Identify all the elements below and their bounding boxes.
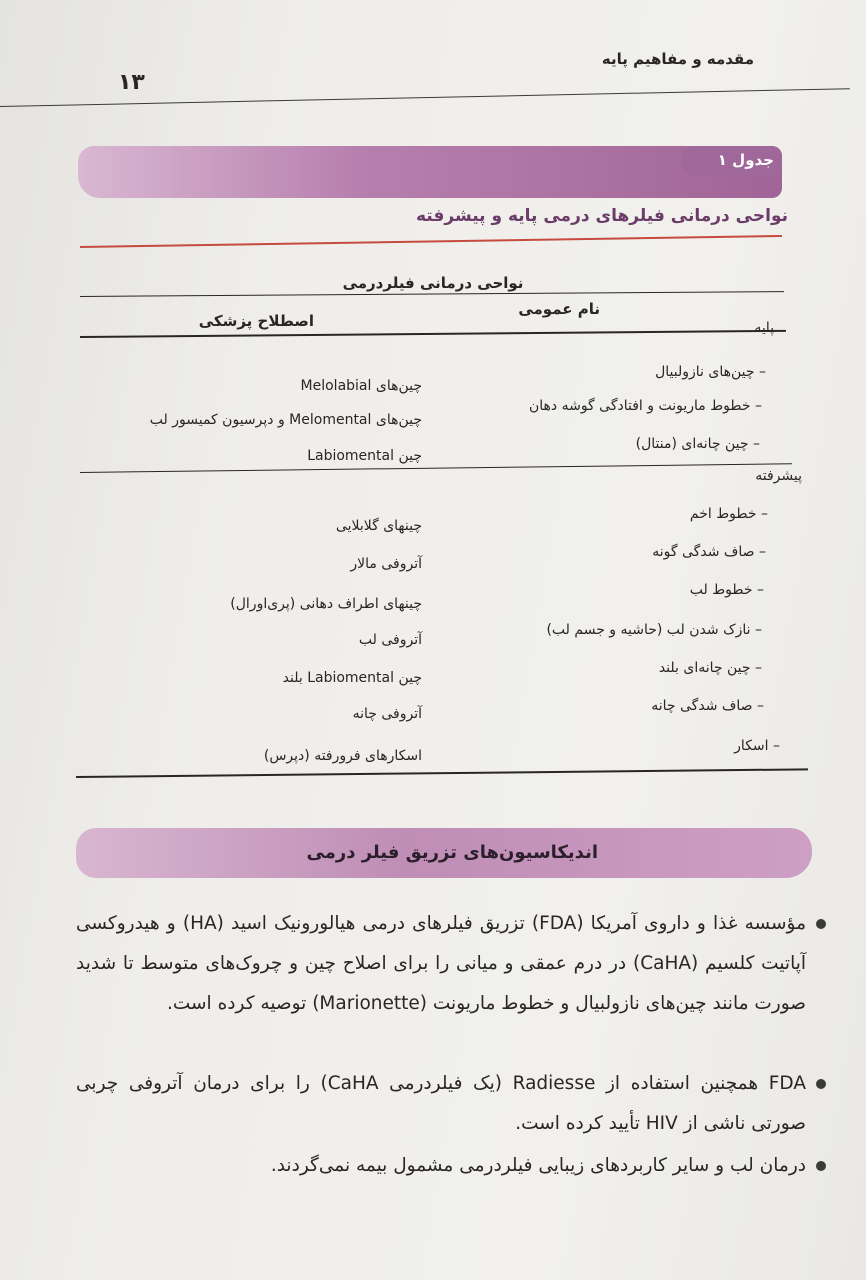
- row-general: – نازک شدن لب (حاشیه و جسم لب): [546, 622, 762, 638]
- section-title: اندیکاسیون‌های تزریق فیلر درمی: [306, 842, 598, 863]
- row-general: – صاف شدگی گونه: [652, 544, 766, 560]
- bullet-item: [76, 904, 806, 1024]
- row-medical: چینهای اطراف دهانی (پری‌اورال): [230, 596, 422, 612]
- section-divider: [80, 463, 792, 473]
- bullet-dot: [816, 919, 826, 929]
- table-label: جدول ۱: [717, 151, 774, 169]
- row-medical: آتروفی لب: [358, 632, 422, 648]
- row-medical: آتروفی چانه: [352, 706, 422, 722]
- bullet-text: درمان لب و سایر کاربردهای زیبایی فیلردرمی مشمول بیمه نمی‌گردند.: [270, 1155, 806, 1176]
- col-header-medical: اصطلاح پزشکی: [198, 312, 314, 330]
- row-medical: چینهای گلابلایی: [335, 518, 422, 534]
- bullet-item: [76, 1064, 806, 1144]
- row-general: – خطوط لب: [689, 582, 764, 598]
- chapter-title: مقدمه و مفاهیم پایه: [601, 50, 754, 68]
- row-general: – اسکار: [734, 738, 780, 754]
- table-bottom-rule: [76, 768, 808, 778]
- table-group-header: نواحی درمانی فیلردرمی: [342, 274, 524, 292]
- table-banner: [78, 146, 782, 198]
- row-general: – خطوط اخم: [689, 506, 768, 522]
- bullet-dot: [816, 1161, 826, 1171]
- table-top-rule: [80, 235, 782, 248]
- table-title: نواحی درمانی فیلرهای درمی پایه و پیشرفته: [415, 206, 788, 226]
- row-general: – صاف شدگی چانه: [651, 698, 764, 714]
- section-name-basic: پایه: [754, 320, 774, 336]
- row-medical: چین Labiomental بلند: [282, 670, 422, 686]
- section-name-advanced: پیشرفته: [755, 468, 802, 484]
- page-number: ۱۳: [118, 70, 145, 95]
- bullet-item: [76, 1146, 806, 1186]
- row-medical: آتروفی مالار: [350, 556, 422, 572]
- bullet-text: FDA همچنین استفاده از Radiesse (یک فیلردرمی CaHA) را برای درمان آتروفی چربی صورتی ناشی از HIV تأیید کرده است.: [76, 1073, 806, 1134]
- row-general: – چین‌های نازولبیال: [655, 364, 766, 380]
- row-medical: اسکارهای فرورفته (دپرس): [263, 748, 422, 764]
- row-general: – چین چانه‌ای (منتال): [635, 436, 760, 452]
- col-header-rule: [80, 330, 786, 338]
- bullet-dot: [816, 1079, 826, 1089]
- row-medical: چین Labiomental: [307, 448, 422, 464]
- row-general: – چین چانه‌ای بلند: [658, 660, 762, 676]
- bullet-text: مؤسسه غذا و داروی آمریکا (FDA) تزریق فیلرهای درمی هیالورونیک اسید (HA) و هیدروکسی آپاتیت کلسیم (CaHA) در درم عمقی و میانی را برای اصلاح چین و چروک‌های متوسط تا شدید صورت مانند چین‌های نازولبیال و خطوط ماریونت (Marionette) توصیه کرده است.: [76, 913, 806, 1014]
- row-medical: چین‌های Melomental و دپرسیون کمیسور لب: [149, 412, 422, 428]
- row-medical: چین‌های Melolabial: [300, 378, 422, 394]
- row-general: – خطوط ماریونت و افتادگی گوشه دهان: [528, 398, 762, 414]
- col-header-general: نام عمومی: [518, 300, 600, 318]
